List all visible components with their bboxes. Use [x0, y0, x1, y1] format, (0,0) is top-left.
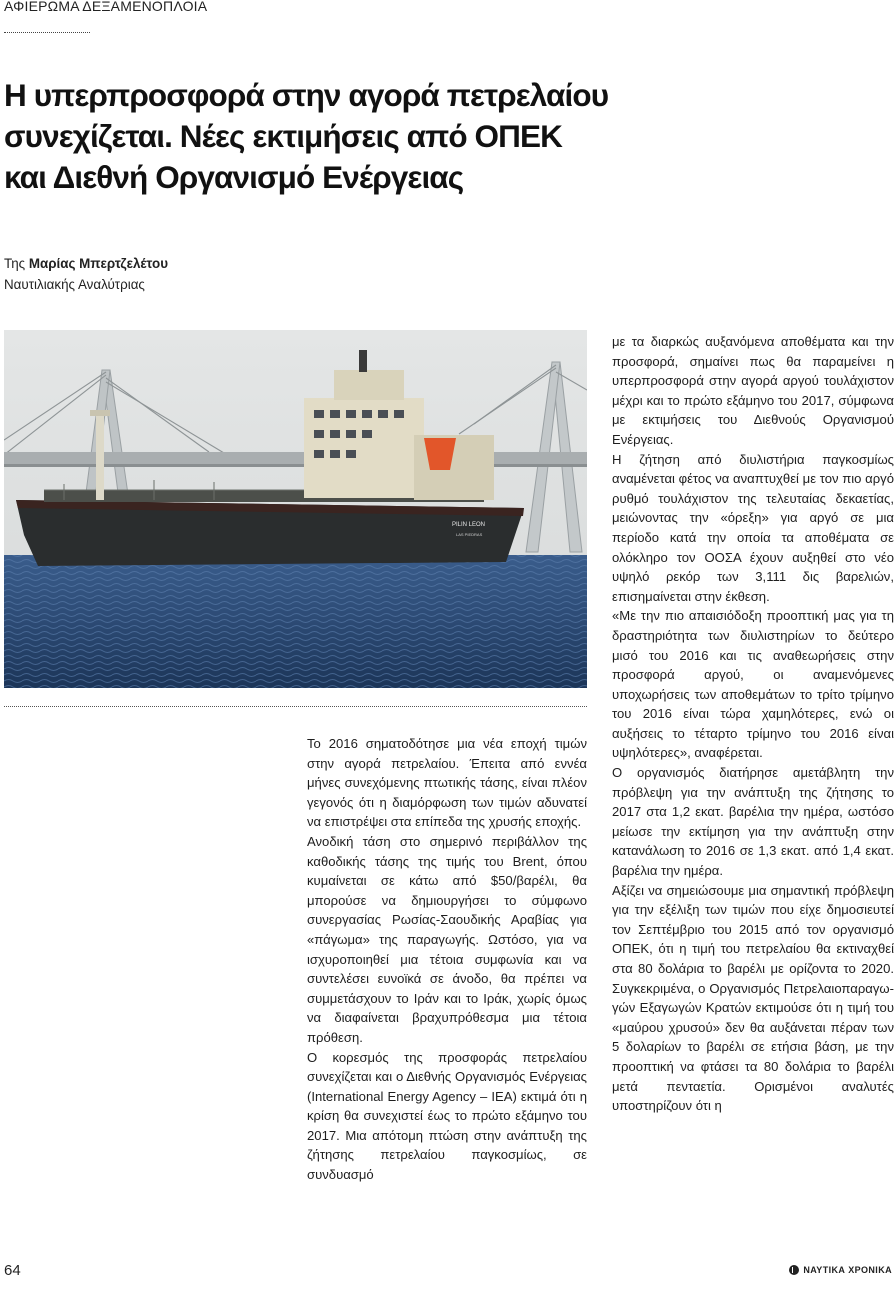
publication-logo-icon: [789, 1265, 799, 1275]
byline-author-line: [4, 253, 168, 274]
section-divider: [4, 32, 90, 33]
headline-line: συνεχίζεται. Νέες εκτιμήσεις από ΟΠΕΚ: [4, 118, 562, 154]
hull-port: LAS PIEDRAS: [456, 532, 483, 537]
paragraph: Αξίζει να σημειώσουμε μια σημαντική πρόβλεψη για την εξέλιξη των τιμών που είχε δημοσιευτεί τον Σεπτέμβριο του 2015 από τον οργανισμό ΟΠΕΚ, ότι η τιμή του πετρελαίου θα εκτιναχθεί στα 80 δολάρια το βαρέλι με ορίζοντα το 2020. Συγκεκριμένα, ο Οργανισμός Πετρελαιοπαραγωγών Εξαγωγών Κρατών εκτιμούσε ότι η τιμή του «μαύρου χρυσού» δεν θα αυξάνεται πέραν των 5 δολαρίων το βαρέλι σε ετήσια βάση, με την προοπτική να φτάσει τα 80 δολάρια το βαρέλι μετά πενταετία. Ορισμένοι αναλυτές υποστηρίζουν ότι η: [612, 882, 894, 1114]
author-role: Ναυτιλιακής Αναλύτριας: [4, 277, 145, 292]
page-number: 64: [4, 1262, 21, 1279]
headline-line: και Διεθνή Οργανισμό Ενέργειας: [4, 159, 464, 195]
paragraph: Ο κορεσμός της προσφοράς πετρελαίου συνεχίζεται και ο Διεθνής Οργανισμός Ενέργειας (International Energy Agency – IEA) εκτιμά ότι η κρίση θα συνεχιστεί έως το πρώτο εξάμηνο του 2017. Μια απότομη πτώση στην ανάπτυξη της ζήτησης πετρελαίου παγκοσμίως, σε συνδυασμό: [307, 1049, 587, 1183]
bridge-deck: [4, 452, 587, 464]
paragraph: Ανοδική τάση στο σημερινό περιβάλλον της καθοδικής τάσης της τιμής του Brent, όπου κυμαίνεται σε κάτω από $50/βαρέλι, θα μπορούσε να δημιουργήσει το σύμφωνο συνεργασίας Ρωσίας-Σαουδικής Αραβίας για «πάγωμα» της παραγωγής. Ωστόσο, για να ισχυροποιηθεί μια τέτοια συμφωνία και να συντελέσει ευνοϊκά σε άνοδο, θα πρέπει να συμμετάσχουν το Ιράν και το Ιράκ, χωρίς όμως να διαφαίνεται βραχυπρόθεσμα μια τέτοια πρόθεση.: [307, 833, 587, 1045]
hull-name: PILIN LEON: [452, 522, 486, 528]
publication-brand: [789, 1265, 892, 1275]
headline-line: Η υπερπροσφορά στην αγορά πετρελαίου: [4, 77, 609, 113]
tanker-photo: [4, 330, 587, 688]
publication-name: ΝΑΥΤΙΚΑ ΧΡΟΝΙΚΑ: [803, 1265, 892, 1275]
paragraph: Ο οργανισμός διατήρησε αμετάβλητη την πρόβλεψη για την ανάπτυξη της ζήτησης το 2017 στα 1,2 εκατ. βαρέλια την ημέρα, ωστόσο μείωσε την εκτίμηση για την ανάπτυξη στην κατανάλωση το 2016 σε 1,3 εκατ. από 1,4 εκατ. βαρέλια την ημέρα.: [612, 765, 894, 879]
paragraph: Η ζήτηση από διυλιστήρια παγκοσμίως αναμένεται φέτος να αναπτυχθεί με τον πιο αργό ρυθμό τουλάχιστον της τελευταίας δεκαετίας, μειώνοντας την «όρεξη» για αργό σε μια περίοδο κατά την οποία τα αποθέματα σε ολόκληρο τον ΟΟΣΑ έχουν αυξηθεί στο νέο υψηλό ρεκόρ των 3,111 δις βαρελιών, επισημαίνεται στην έκθεση.: [612, 451, 894, 604]
byline: [4, 253, 168, 295]
section-label: ΑΦΙΕΡΩΜΑ ΔΕΞΑΜΕΝΟΠΛΟΙΑ: [4, 0, 208, 14]
paragraph: Το 2016 σηματοδότησε μια νέα εποχή τιμών στην αγορά πετρελαίου. Έπειτα από εννέα μήνες συνεχόμενης πτωτικής τάσης, είναι πλέον γεγονός ότι η διαμόρφωση των τιμών αδυνατεί να επιστρέψει στα επίπεδα της χρυσής εποχής.: [307, 736, 587, 830]
paragraph: «Με την πιο απαισιόδοξη προοπτική μας για τη δραστηριότητα των διυλιστηρίων το δεύτερο μισό του 2016 και τις αναθεωρήσεις στην προσφορά αργού, οι αναμενόμενες υποχωρήσεις των αποθεμάτων το τρίτο τρίμηνο του 2016 είναι τώρα χαμηλότερες, ενώ οι αυξήσεις το τέταρτο τρίμηνο του 2016 είναι υψηλότερες», αναφέρεται.: [612, 608, 894, 761]
article-headline: [4, 75, 704, 198]
byline-prefix: Της: [4, 256, 26, 271]
paragraph: με τα διαρκώς αυξανόμενα αποθέματα και την προσφορά, σημαίνει πως θα παραμείνει η υπερπροσφορά στην αγορά αργού τουλάχιστον μέχρι και το πρώτο εξάμηνο του 2017, σύμφωνα με εκτιμήσεις του Διεθνούς Οργανισμού Ενέργειας.: [612, 334, 894, 447]
article-column-right: [612, 332, 894, 1116]
tanker-photo-illustration: [4, 330, 587, 688]
article-column-left: [307, 734, 587, 1185]
author-name: Μαρίας Μπερτζελέτου: [28, 256, 169, 271]
photo-divider: [4, 706, 587, 707]
